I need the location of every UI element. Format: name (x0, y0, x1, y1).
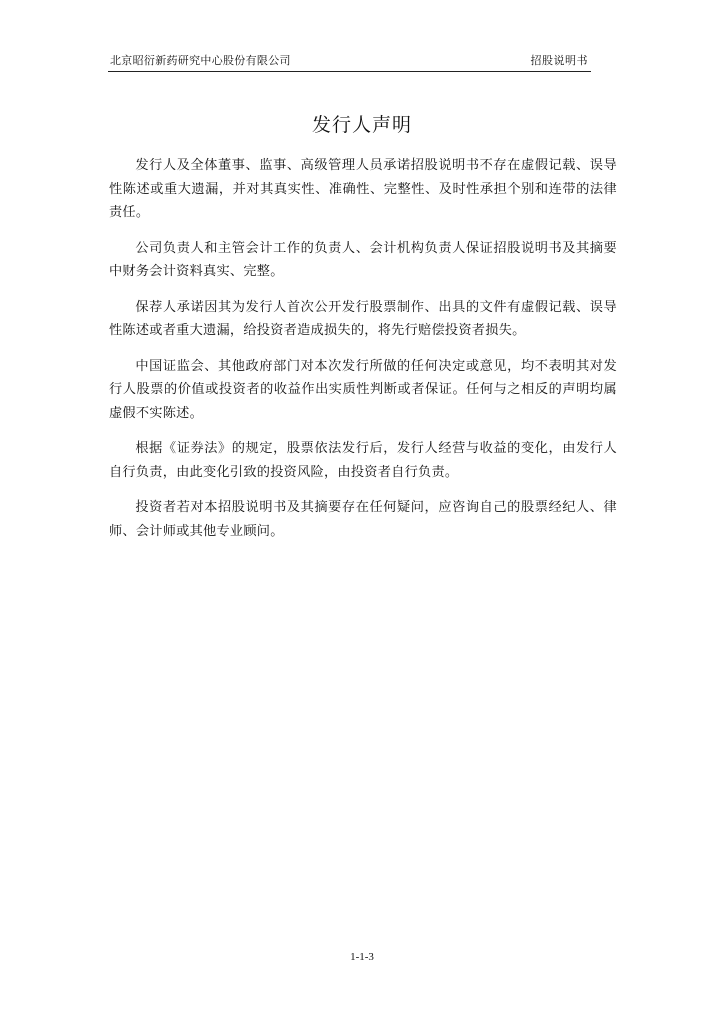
statement-paragraph: 发行人及全体董事、监事、高级管理人员承诺招股说明书不存在虚假记载、误导性陈述或重大遗漏，并对其真实性、准确性、完整性、及时性承担个别和连带的法律责任。 (109, 158, 617, 220)
header-divider (108, 71, 591, 72)
statement-body (109, 154, 617, 555)
page-number: 1-1-3 (350, 951, 374, 963)
statement-paragraph: 公司负责人和主管会计工作的负责人、会计机构负责人保证招股说明书及其摘要中财务会计资料真实、完整。 (109, 240, 617, 279)
statement-paragraph: 根据《证券法》的规定，股票依法发行后，发行人经营与收益的变化，由发行人自行负责，由此变化引致的投资风险，由投资者自行负责。 (109, 441, 617, 480)
statement-paragraph: 投资者若对本招股说明书及其摘要存在任何疑问，应咨询自己的股票经纪人、律师、会计师或其他专业顾问。 (109, 500, 617, 539)
statement-paragraph: 中国证监会、其他政府部门对本次发行所做的任何决定或意见，均不表明其对发行人股票的价值或投资者的收益作出实质性判断或者保证。任何与之相反的声明均属虚假不实陈述。 (109, 358, 617, 421)
statement-paragraph: 保荐人承诺因其为发行人首次公开发行股票制作、出具的文件有虚假记载、误导性陈述或者重大遗漏，给投资者造成损失的，将先行赔偿投资者损失。 (109, 299, 617, 338)
header-document-type: 招股说明书 (530, 54, 588, 67)
header-company-name: 北京昭衍新药研究中心股份有限公司 (110, 54, 291, 67)
page-title: 发行人声明 (311, 114, 412, 136)
page-header (110, 52, 590, 70)
